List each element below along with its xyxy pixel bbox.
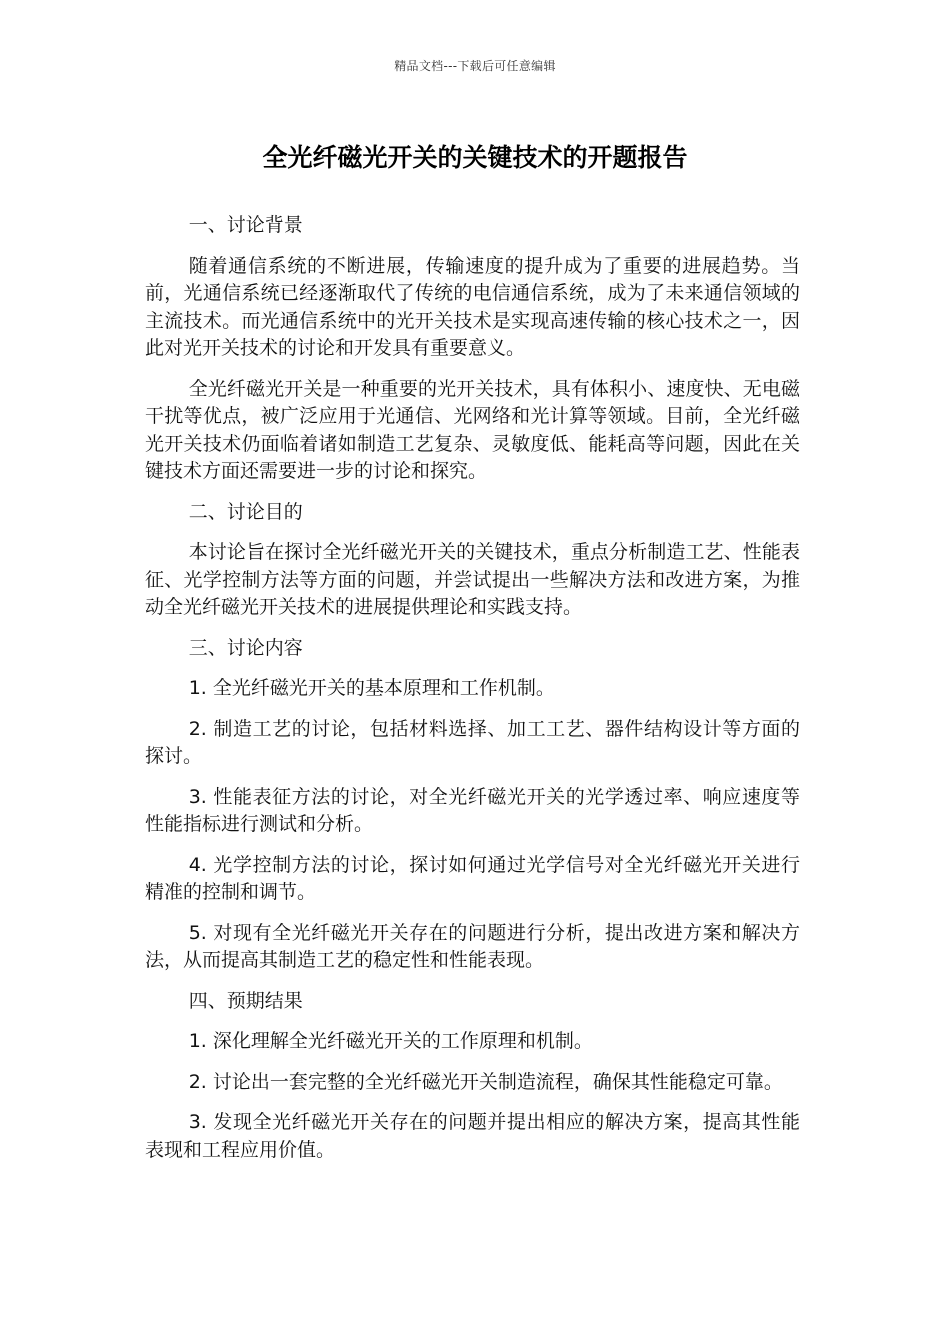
- list-item: 1. 全光纤磁光开关的基本原理和工作机制。: [188, 677, 555, 699]
- list-item: 3. 发现全光纤磁光开关存在的问题并提出相应的解决方案，提高其性能表现和工程应用价值。: [145, 1111, 800, 1161]
- list-item: 3. 性能表征方法的讨论，对全光纤磁光开关的光学透过率、响应速度等性能指标进行测试和分析。: [145, 785, 800, 835]
- section-heading: 二、讨论目的: [188, 500, 303, 523]
- section-background: [145, 212, 800, 486]
- paragraph: 本讨论旨在探讨全光纤磁光开关的关键技术，重点分析制造工艺、性能表征、光学控制方法等方面的问题，并尝试提出一些解决方法和改进方案，为推动全光纤磁光开关技术的进展提供理论和实践支持。: [145, 541, 800, 618]
- paragraph: 随着通信系统的不断进展，传输速度的提升成为了重要的进展趋势。当前，光通信系统已经逐渐取代了传统的电信通信系统，成为了未来通信领域的主流技术。而光通信系统中的光开关技术是实现高速传输的核心技术之一，因此对光开关技术的讨论和开发具有重要意义。: [145, 254, 800, 359]
- list-item: 1. 深化理解全光纤磁光开关的工作原理和机制。: [188, 1030, 593, 1052]
- paragraph: 全光纤磁光开关是一种重要的光开关技术，具有体积小、速度快、无电磁干扰等优点，被广泛应用于光通信、光网络和光计算等领域。目前，全光纤磁光开关技术仍面临着诸如制造工艺复杂、灵敏度低、能耗高等问题，因此在关键技术方面还需要进一步的讨论和探究。: [145, 377, 800, 482]
- document-title: 全光纤磁光开关的关键技术的开题报告: [262, 143, 688, 172]
- list-item: 2. 讨论出一套完整的全光纤磁光开关制造流程，确保其性能稳定可靠。: [188, 1070, 783, 1093]
- list-item: 5. 对现有全光纤磁光开关存在的问题进行分析，提出改进方案和解决方法，从而提高其制造工艺的稳定性和性能表现。: [145, 921, 800, 971]
- header-note: 精品文档---下载后可任意编辑: [394, 59, 556, 73]
- list-item: 4. 光学控制方法的讨论，探讨如何通过光学信号对全光纤磁光开关进行精准的控制和调节。: [145, 853, 800, 903]
- section-expected-results: [145, 988, 800, 1165]
- section-content: [145, 635, 800, 975]
- section-heading: 三、讨论内容: [188, 636, 303, 659]
- section-heading: 一、讨论背景: [188, 214, 303, 236]
- section-heading: 四、预期结果: [188, 989, 303, 1012]
- list-item: 2. 制造工艺的讨论，包括材料选择、加工工艺、器件结构设计等方面的探讨。: [145, 717, 800, 767]
- section-purpose: [145, 499, 800, 622]
- document-body: [145, 212, 800, 1177]
